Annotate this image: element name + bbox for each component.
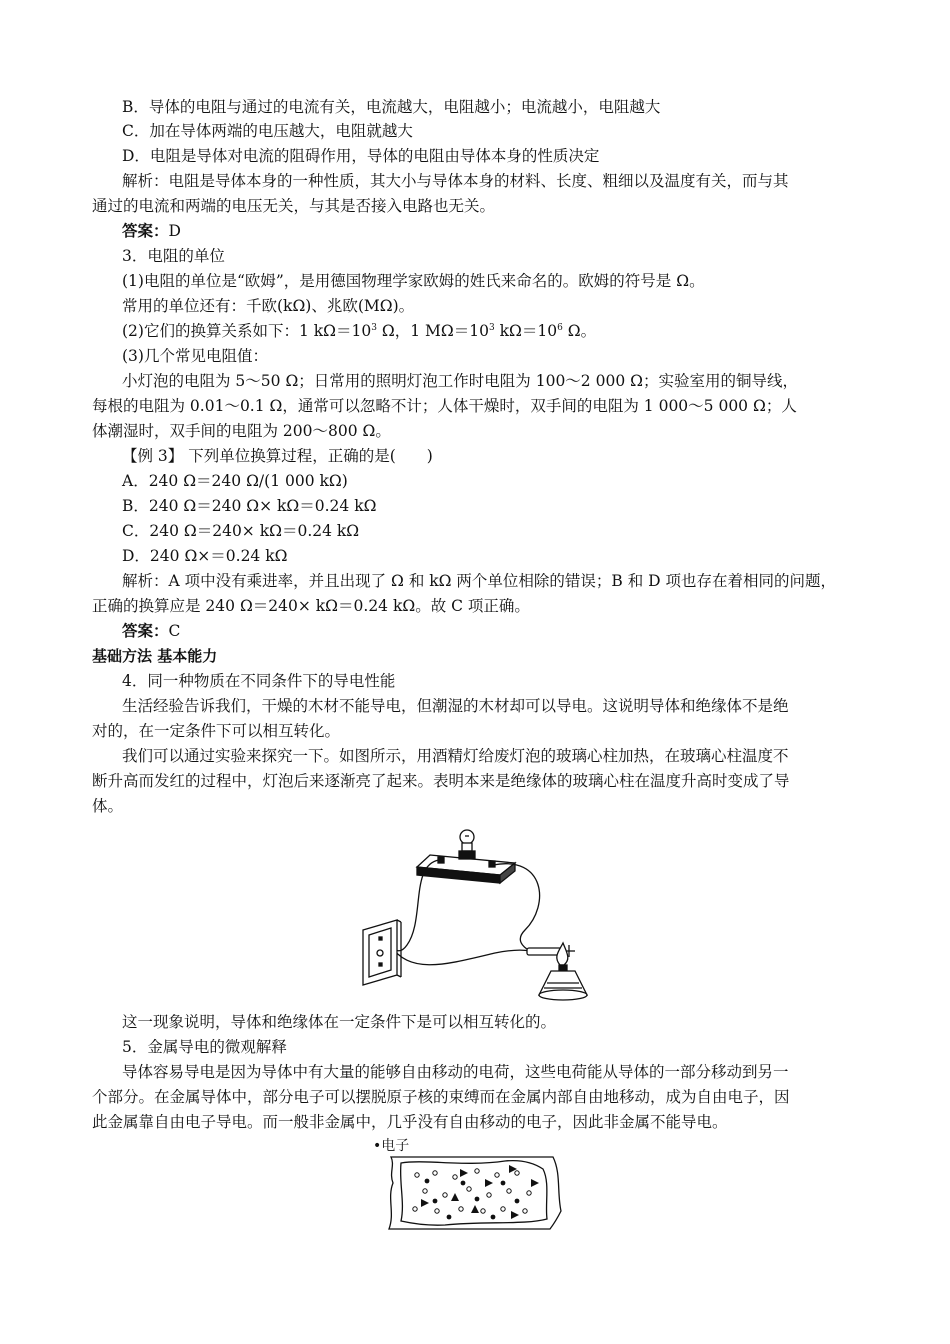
text-run: Ω。 [562, 322, 597, 340]
figure-label: •电子 [373, 1138, 410, 1154]
paragraph-line: 这一现象说明，导体和绝缘体在一定条件下是可以相互转化的。 [122, 1013, 557, 1031]
text-run: Ω，1 MΩ＝10 [376, 322, 489, 340]
paragraph-line: 生活经验告诉我们，干燥的木材不能导电，但潮湿的木材却可以导电。这说明导体和绝缘体不是绝 [122, 697, 789, 715]
option-d: D．240 Ω×＝0.24 kΩ [122, 547, 288, 565]
lamp-experiment-figure [355, 825, 595, 1010]
example-question: 【例 3】 下列单位换算过程，正确的是( ) [122, 447, 433, 465]
text-run: (2)它们的换算关系如下：1 kΩ＝10 [122, 322, 372, 340]
paragraph-line: 断升高而发红的过程中，灯泡后来逐渐亮了起来。表明本来是绝缘体的玻璃心柱在温度升高时变成了导 [92, 772, 790, 790]
option-a: A．240 Ω＝240 Ω/(1 000 kΩ) [122, 472, 348, 490]
analysis-line: 解析：A 项中没有乘进率，并且出现了 Ω 和 kΩ 两个单位相除的错误；B 和 D 项也存在着相同的问题， [122, 572, 837, 590]
paragraph-line: 常用的单位还有：千欧(kΩ)、兆欧(MΩ)。 [122, 297, 415, 315]
analysis-line: 正确的换算应是 240 Ω＝240× kΩ＝0.24 kΩ。故 C 项正确。 [92, 597, 530, 615]
exponent: 3 [488, 322, 495, 333]
option-d: D．电阻是导体对电流的阻碍作用，导体的电阻由导体本身的性质决定 [122, 147, 600, 165]
option-b: B．导体的电阻与通过的电流有关，电流越大，电阻越小；电流越小，电阻越大 [122, 98, 661, 116]
paragraph-line: 每根的电阻为 0.01～0.1 Ω，通常可以忽略不计；人体干燥时，双手间的电阻为 1 000～5 000 Ω；人 [92, 397, 797, 415]
option-b: B．240 Ω＝240 Ω× kΩ＝0.24 kΩ [122, 497, 377, 515]
answer-line [122, 221, 181, 241]
paragraph-line: 体潮湿时，双手间的电阻为 200～800 Ω。 [92, 422, 391, 440]
section-title: 3．电阻的单位 [122, 247, 225, 265]
conversion-line [122, 321, 596, 341]
paragraph-line: (1)电阻的单位是“欧姆”，是用德国物理学家欧姆的姓氏来命名的。欧姆的符号是 Ω。 [122, 272, 705, 290]
analysis-line: 解析：电阻是导体本身的一种性质，其大小与导体本身的材料、长度、粗细以及温度有关，而与其 [122, 172, 789, 190]
paragraph-line: 我们可以通过实验来探究一下。如图所示，用酒精灯给废灯泡的玻璃心柱加热，在玻璃心柱温度不 [122, 747, 789, 765]
exponent: 3 [371, 322, 377, 333]
section-title: 4．同一种物质在不同条件下的导电性能 [122, 672, 396, 690]
answer-value: D [168, 222, 181, 240]
metal-electron-figure [385, 1153, 565, 1233]
paragraph-line: 个部分。在金属导体中，部分电子可以摆脱原子核的束缚而在金属内部自由地移动，成为自由电子，因 [92, 1088, 790, 1106]
answer-line [122, 621, 180, 641]
paragraph-line: (3)几个常见电阻值： [122, 347, 268, 365]
option-c: C．加在导体两端的电压越大，电阻就越大 [122, 122, 413, 140]
answer-label: 答案： [122, 221, 169, 240]
answer-label: 答案： [122, 621, 169, 640]
paragraph-line: 体。 [92, 797, 124, 815]
text-run: kΩ＝10 [494, 322, 558, 340]
paragraph-line: 小灯泡的电阻为 5～50 Ω；日常用的照明灯泡工作时电阻为 100～2 000 Ω；实验室用的铜导线， [122, 372, 798, 390]
section-heading: 基础方法 基本能力 [92, 647, 218, 665]
section-title: 5．金属导电的微观解释 [122, 1038, 287, 1056]
paragraph-line: 对的，在一定条件下可以相互转化。 [92, 722, 341, 740]
answer-value: C [168, 622, 181, 640]
paragraph-line: 此金属靠自由电子导电。而一般非金属中，几乎没有自由移动的电子，因此非金属不能导电。 [92, 1113, 728, 1131]
option-c: C．240 Ω＝240× kΩ＝0.24 kΩ [122, 522, 360, 540]
analysis-line: 通过的电流和两端的电压无关，与其是否接入电路也无关。 [92, 197, 496, 215]
paragraph-line: 导体容易导电是因为导体中有大量的能够自由移动的电荷，这些电荷能从导体的一部分移动到另一 [122, 1063, 789, 1081]
exponent: 6 [557, 322, 563, 333]
